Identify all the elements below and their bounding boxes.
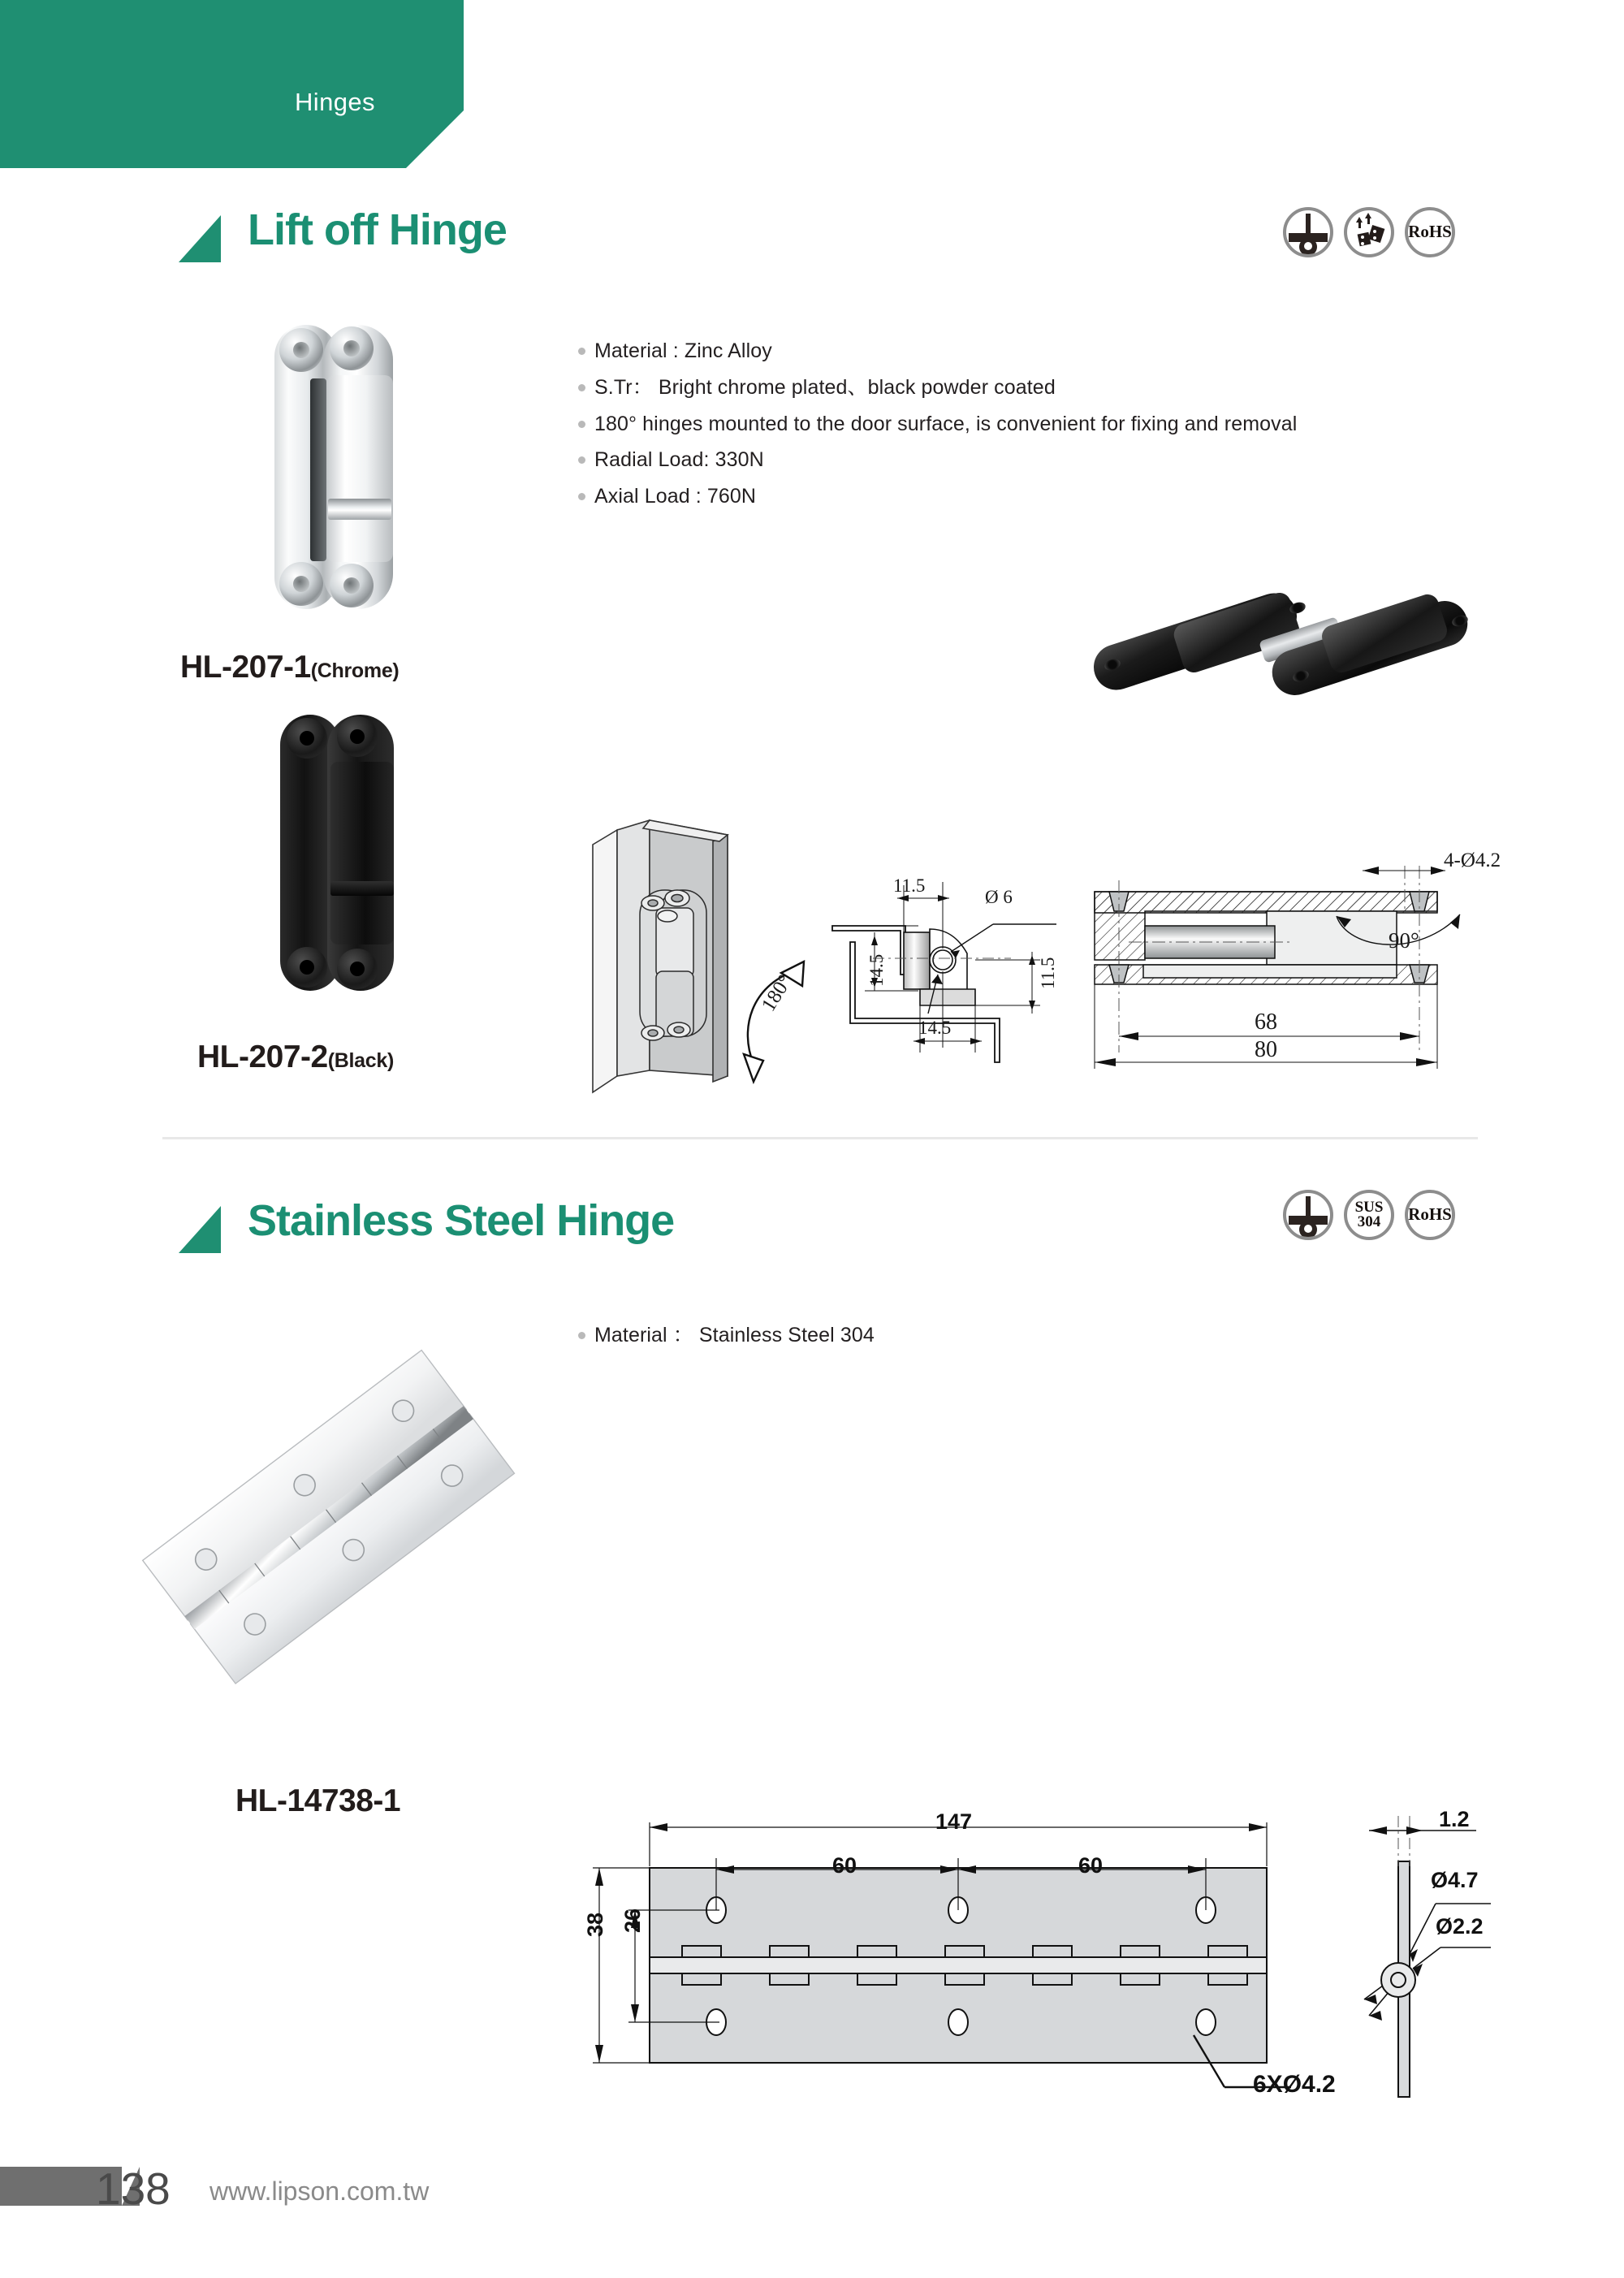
banner-notch [406, 0, 464, 168]
badge-group-2 [1283, 1190, 1455, 1240]
product-finish: (Chrome) [310, 659, 400, 682]
dim-180-degree: 180° [758, 970, 797, 1016]
dim-1-2: 1.2 [1439, 1807, 1470, 1831]
product-code: HL-14738-1 [235, 1783, 401, 1818]
product-photo-lift-off-pair [1080, 585, 1453, 747]
dim-147: 147 [935, 1809, 973, 1834]
section-view-drawing [1080, 845, 1535, 1088]
list-item [578, 1324, 1398, 1347]
product-label-hl-207-1 [180, 650, 399, 685]
rohs-label: RoHS [1408, 222, 1452, 242]
dim-60-right: 60 [1078, 1853, 1104, 1878]
spec-text: S.Tr： Bright chrome plated、black powder coated [594, 375, 1056, 399]
dim-38: 38 [583, 1912, 607, 1937]
list-item [578, 376, 1398, 400]
rohs-icon [1405, 1190, 1455, 1240]
product-code: HL-207-1 [180, 650, 311, 685]
lift-off-icon [1344, 207, 1394, 257]
list-item [578, 413, 1398, 436]
dim-26: 26 [620, 1908, 645, 1933]
hinge-mount-icon [1283, 207, 1333, 257]
spec-text: Radial Load: 330N [594, 448, 764, 472]
bullet-dot-icon [578, 1332, 585, 1339]
section-title-2: Stainless Steel Hinge [248, 1196, 675, 1245]
rohs-icon [1405, 207, 1455, 257]
section-arrow-icon-2 [179, 1206, 221, 1253]
category-tab-label: Hinges [295, 88, 375, 116]
hinge-mount-icon [1283, 1190, 1333, 1240]
dim-dia-4-7: Ø4.7 [1431, 1868, 1479, 1892]
product-finish: (Black) [327, 1049, 394, 1072]
dim-4-dia-4-2: 4-Ø4.2 [1444, 849, 1501, 871]
website-url[interactable]: www.lipson.com.tw [209, 2176, 430, 2206]
bullet-dot-icon [578, 384, 585, 391]
product-label-hl-14738-1 [235, 1783, 400, 1819]
bullet-dot-icon [578, 493, 585, 500]
side-view-drawing [800, 861, 1068, 1088]
product-code: HL-207-2 [197, 1040, 328, 1074]
spec-bullet-list-1 [578, 339, 1398, 521]
product-photo-hl-207-2 [280, 715, 418, 991]
page-number: 138 [96, 2163, 171, 2214]
dim-dia-2-2: Ø2.2 [1436, 1914, 1484, 1939]
spec-text: 180° hinges mounted to the door surface, is convenient for fixing and removal [594, 412, 1298, 435]
dim-11-5-top: 11.5 [893, 875, 926, 896]
bullet-dot-icon [578, 348, 585, 355]
dim-68: 68 [1255, 1009, 1277, 1035]
list-item [578, 339, 1398, 363]
dim-80: 80 [1255, 1037, 1277, 1062]
dim-6x-dia-4-2: 6XØ4.2 [1253, 2071, 1336, 2098]
sus-label-bottom: 304 [1357, 1213, 1381, 1230]
section-title-1: Lift off Hinge [248, 205, 507, 254]
section-divider [162, 1137, 1478, 1139]
dim-60-left: 60 [832, 1853, 857, 1878]
product-label-hl-207-2 [197, 1040, 394, 1075]
category-banner [0, 0, 406, 168]
sus-label-top: SUS [1354, 1198, 1384, 1216]
bullet-dot-icon [578, 456, 585, 464]
spec-text: Axial Load : 760N [594, 485, 757, 508]
dim-14-5-left: 14.5 [866, 953, 887, 987]
spec-bullet-list-2 [578, 1324, 1398, 1360]
dim-diameter-6: Ø 6 [985, 887, 1013, 907]
ss-edge-view-drawing [1332, 1795, 1608, 2120]
sus304-icon [1344, 1190, 1394, 1240]
bullet-dot-icon [578, 421, 585, 428]
spec-text: Material : Zinc Alloy [594, 339, 772, 362]
section-arrow-icon-1 [179, 215, 221, 262]
list-item [578, 485, 1398, 508]
badge-group-1 [1283, 207, 1455, 257]
product-photo-hl-14738-1 [138, 1316, 528, 1722]
spec-text: Material ： Stainless Steel 304 [594, 1324, 875, 1346]
ss-front-view-drawing [560, 1795, 1291, 2136]
dim-90-degree: 90° [1389, 928, 1419, 953]
product-photo-hl-207-1 [268, 325, 414, 609]
dim-14-5-bottom: 14.5 [918, 1018, 952, 1038]
list-item [578, 448, 1398, 472]
dim-11-5-right: 11.5 [1038, 957, 1058, 989]
rohs-label: RoHS [1408, 1204, 1452, 1225]
